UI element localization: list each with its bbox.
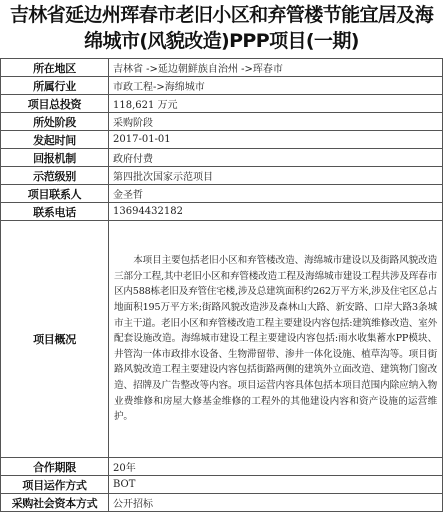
label-overview: 项目概况 (1, 221, 109, 458)
table-row (1, 458, 443, 476)
value-overview: 本项目主要包括老旧小区和弃管楼改造、海绵城市建设以及街路风貌改造三部分工程,其中老旧小区和弃管楼改造工程及海绵城市建设工程共涉及珲春市区内588栋老旧及弃管住宅楼,涉及总建筑面积约262万平方米,涉及住宅区总占地面积195万平方米;街路风貌改造涉及森林山大路、新安路、口岸大路3条城市主干道。老旧小区和弃管楼改造工程主要建设内容包括:建筑维修改造、室外配套设施改造。海绵城市建设工程主要建设内容包括:雨水收集蓄水PP模块、井管沟一体市政排水设备、生物滞留带、渗井一体化设施、植草沟等。项目街路风貌改造工程主要建设内容包括街路两侧的建筑外立面改造、建筑物门窗改造、招牌及广告整改等内容。项目运营内容具体包括本项目范围内除应纳入物业费维修和房屋大修基金维修的工程外的其他建设内容和资产设施的运营维护。 (109, 221, 443, 458)
table-row (1, 185, 443, 203)
table-row (1, 476, 443, 494)
value-start-date: 2017-01-01 (109, 131, 443, 149)
label-total-investment: 项目总投资 (1, 95, 109, 113)
label-return-mechanism: 回报机制 (1, 149, 109, 167)
value-demo-level: 第四批次国家示范项目 (109, 167, 443, 185)
project-info-table (0, 58, 443, 512)
value-cooperation-period: 20年 (109, 458, 443, 476)
label-demo-level: 示范级别 (1, 167, 109, 185)
value-contact-person: 金圣哲 (109, 185, 443, 203)
table-row (1, 203, 443, 221)
value-industry: 市政工程->海绵城市 (109, 77, 443, 95)
value-region: 吉林省 ->延边朝鲜族自治州 ->珲春市 (109, 59, 443, 77)
label-procurement-method: 采购社会资本方式 (1, 494, 109, 512)
label-industry: 所属行业 (1, 77, 109, 95)
table-row (1, 59, 443, 77)
label-contact-phone: 联系电话 (1, 203, 109, 221)
label-contact-person: 项目联系人 (1, 185, 109, 203)
table-row (1, 221, 443, 458)
value-procurement-method: 公开招标 (109, 494, 443, 512)
value-total-investment: 118,621 万元 (109, 95, 443, 113)
label-operation-mode: 项目运作方式 (1, 476, 109, 494)
table-row (1, 113, 443, 131)
table-row (1, 95, 443, 113)
label-start-date: 发起时间 (1, 131, 109, 149)
table-row (1, 131, 443, 149)
table-row (1, 494, 443, 512)
table-row (1, 167, 443, 185)
value-return-mechanism: 政府付费 (109, 149, 443, 167)
label-cooperation-period: 合作期限 (1, 458, 109, 476)
label-region: 所在地区 (1, 59, 109, 77)
table-row (1, 149, 443, 167)
value-operation-mode: BOT (109, 476, 443, 494)
value-stage: 采购阶段 (109, 113, 443, 131)
value-contact-phone: 13694432182 (109, 203, 443, 221)
document-title: 吉林省延边州珲春市老旧小区和弃管楼节能宜居及海绵城市(风貌改造)PPP项目(一期) (9, 4, 434, 52)
table-row (1, 77, 443, 95)
label-stage: 所处阶段 (1, 113, 109, 131)
